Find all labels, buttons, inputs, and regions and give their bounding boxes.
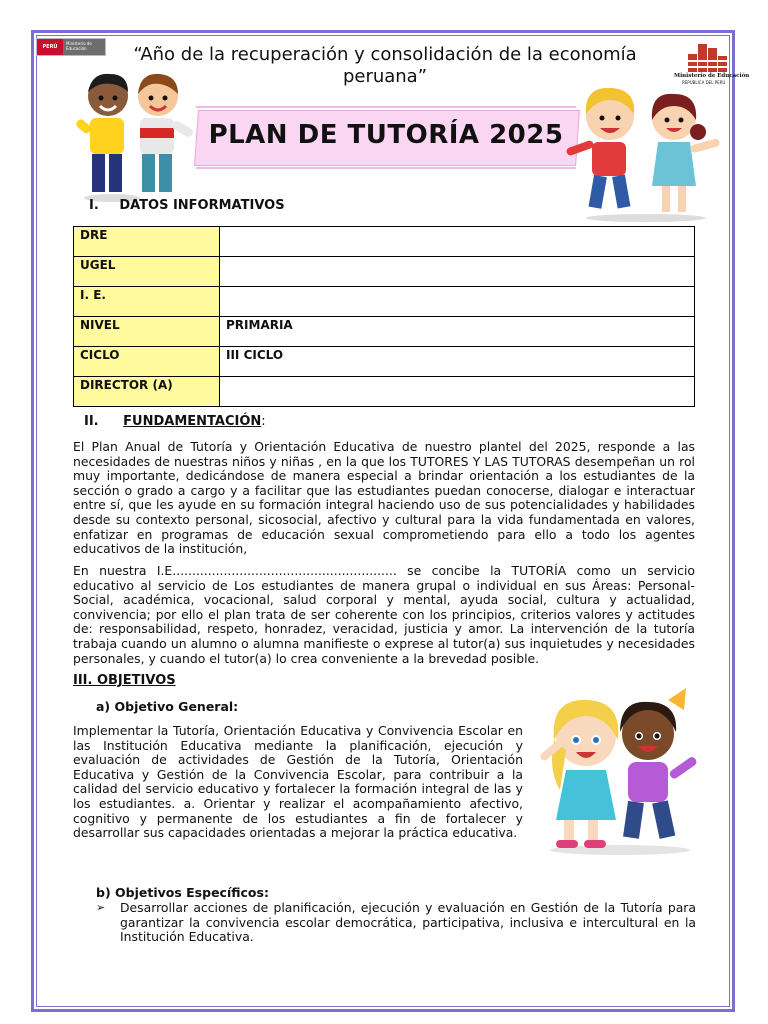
section-2-number: II. xyxy=(84,414,99,429)
boys-illustration xyxy=(72,70,202,202)
section-1-number: I. xyxy=(89,198,99,213)
fundamentacion-paragraph-1: El Plan Anual de Tutoría y Orientación Educativa de nuestro plantel del 2025, responde a las necesidades de nuestras niños y niñas , en la que los TUTORES Y LAS TUTORAS desempeñan un rol muy importante, dedicándose de manera especial a brindar orientación a los estudiantes de la sección o grado a cargo y a facilitar que las estudiantes puedan conocerse, dialogar e interactuar entre sí, que les ayude en su formación integral haciendo uso de sus potencialidades y habilidades desde su contexto personal, sicosocial, afectivo y cultural para la vida fundamentada en valores, enfatizar en programas de educación sexual comprometiendo para ello a todo los agentes educativos de la institución, xyxy=(73,439,695,557)
row-label: CICLO xyxy=(74,347,220,377)
row-label: I. E. xyxy=(74,287,220,317)
objetivo-general-text: Implementar la Tutoría, Orientación Educativa y Convivencia Escolar en las Institución Educativa mediante la planificación, ejecución y evaluación de actividades de Gestión de la Tutoría, Orientación Educativa y Gestión de la Convivencia Escolar, para contribuir a la calidad del servicio educativo y fortalecer la formación integral de las y los estudiantes. a. Orientar y realizar el acompañamiento afectivo, cognitivo y permanente de los estudiantes a fin de fortalecer y desarrollar sus capacidades orientadas a mejorar la práctica educativa. xyxy=(73,723,523,841)
row-value[interactable]: III CICLO xyxy=(220,347,695,377)
table-row xyxy=(74,287,695,317)
section-1-title: DATOS INFORMATIVOS xyxy=(119,198,285,213)
row-value[interactable] xyxy=(220,257,695,287)
banner-stripe-top xyxy=(196,106,576,108)
table-row xyxy=(74,347,695,377)
section-2-heading xyxy=(84,414,266,429)
peru-minedu-logo xyxy=(36,38,106,56)
objetivo-especifico-text: Desarrollar acciones de planificación, ejecución y evaluación en Gestión de la Tutoría para garantizar la convivencia escolar democrática, participativa, inclusiva e intercultural en la Institución Educativa. xyxy=(120,900,696,945)
section-3-heading: III. OBJETIVOS xyxy=(73,673,176,688)
table-row xyxy=(74,257,695,287)
list-item xyxy=(96,901,696,945)
row-label: DIRECTOR (A) xyxy=(74,377,220,407)
banner-stripe-bottom xyxy=(196,167,576,169)
row-value[interactable] xyxy=(220,377,695,407)
row-value[interactable] xyxy=(220,287,695,317)
section-2-title: FUNDAMENTACIÓN xyxy=(123,414,262,429)
year-title: “Año de la recuperación y consolidación de la economía peruana” xyxy=(133,44,637,87)
table-row xyxy=(74,227,695,257)
table-row xyxy=(74,377,695,407)
section-2-colon: : xyxy=(261,414,266,429)
objetivo-general-heading: a) Objetivo General: xyxy=(96,699,239,714)
ministry-logo xyxy=(672,40,750,90)
row-label: DRE xyxy=(74,227,220,257)
section-1-heading xyxy=(89,198,285,213)
kids-illustration-right xyxy=(566,86,726,222)
ministry-logo-subcaption: REPÚBLICA DEL PERÚ xyxy=(682,80,726,85)
row-label: NIVEL xyxy=(74,317,220,347)
ministry-logo-caption: Ministerio de Educación xyxy=(674,73,750,79)
row-label: UGEL xyxy=(74,257,220,287)
bullet-arrow-icon: ➢ xyxy=(96,901,106,914)
plan-title: PLAN DE TUTORÍA 2025 xyxy=(208,120,564,150)
peru-logo-mark: PERÚ xyxy=(37,39,63,55)
datos-informativos-table xyxy=(73,226,695,407)
objetivos-especificos-heading: b) Objetivos Específicos: xyxy=(96,885,269,900)
girls-illustration xyxy=(536,680,702,856)
row-value[interactable] xyxy=(220,227,695,257)
row-value[interactable]: PRIMARIA xyxy=(220,317,695,347)
minedu-logo-text: Ministerio de Educación xyxy=(63,39,105,55)
ministry-logo-icon xyxy=(672,40,732,72)
fundamentacion-paragraph-2: En nuestra I.E......................................................... se concibe la TUTORÍA como un servicio educativo al servicio de Los estudiantes de manera grupal o individual en sus Áreas: Personal-Social, académica, vocacional, salud corporal y mental, ayuda social, cultura y actualidad, convivencia; por ello el plan trata de ser coherente con los principios, criterios valores y actitudes de: responsabilidad, respeto, honradez, veracidad, justicia y amor. La intervención de la tutoría trabaja cuando un alumno o alumna manifieste o exprese al tutor(a) sus inquietudes y necesidades personales, y cuando el tutor(a) lo crea conveniente a la brevedad posible. xyxy=(73,563,695,666)
table-row xyxy=(74,317,695,347)
